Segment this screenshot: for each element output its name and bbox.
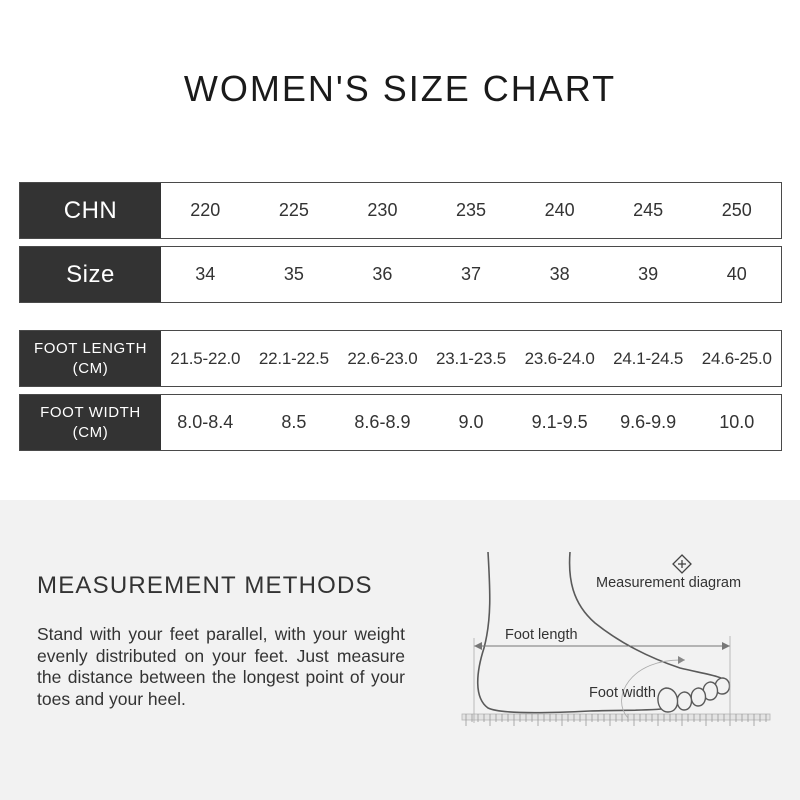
table-cell: 22.1-22.5 [258,348,329,368]
foot-length-label: Foot length [505,627,578,643]
row-header-unit: (CM) [72,359,109,377]
row-header-line: FOOT WIDTH [40,403,141,421]
table-cell: 8.0-8.4 [177,412,234,432]
table-cell: 235 [456,200,487,220]
measurement-title: MEASUREMENT METHODS [37,572,373,599]
row-cells-foot-width [161,395,781,450]
size-row-eu [19,246,782,303]
arrow-head-left [474,642,482,650]
row-header-line: FOOT LENGTH [34,339,147,357]
row-header-unit: (CM) [72,423,109,441]
table-cell: 21.5-22.0 [170,348,241,368]
table-cell: 8.6-8.9 [354,412,411,432]
table-cell: 38 [549,264,570,284]
foot-measurement-diagram [460,548,780,738]
row-cells-chn [161,183,781,238]
table-cell: 225 [278,200,309,220]
measurement-instructions: Stand with your feet parallel, with your weight evenly distributed on your feet. Just measure the distance between the longest point of your toes and your heel. [37,624,405,709]
table-cell: 23.6-24.0 [524,348,595,368]
row-cells-size [161,247,781,302]
size-row-foot-length [19,330,782,387]
table-cell: 35 [283,264,304,284]
table-cell: 34 [195,264,216,284]
table-cell: 230 [367,200,398,220]
table-cell: 9.0 [458,412,484,432]
row-header-size: Size [20,247,161,302]
table-cell: 9.6-9.9 [620,412,677,432]
foot-width-label: Foot width [589,685,656,701]
width-arrow-head [678,656,685,664]
table-cell: 24.6-25.0 [701,348,772,368]
foot-outline-top [570,552,728,682]
table-cell: 9.1-9.5 [531,412,588,432]
diagram-caption: Measurement diagram [596,575,742,591]
table-cell: 240 [544,200,575,220]
table-cell: 39 [638,264,659,284]
table-cell: 23.1-23.5 [436,348,507,368]
row-header-foot-width [20,395,161,450]
table-cell: 40 [726,264,747,284]
table-cell: 37 [461,264,482,284]
row-header-foot-length [20,331,161,386]
table-cell: 22.6-23.0 [347,348,418,368]
table-cell: 250 [721,200,752,220]
table-cell: 245 [633,200,664,220]
table-cell: 24.1-24.5 [613,348,684,368]
crosshair-diamond-icon [673,555,691,573]
row-header-chn: CHN [20,183,161,238]
arrow-head-right [722,642,730,650]
table-cell: 220 [190,200,221,220]
page-title: WOMEN'S SIZE CHART [183,68,617,109]
table-cell: 10.0 [719,412,755,432]
size-row-foot-width [19,394,782,451]
foot-toes [658,678,730,712]
row-cells-foot-length [161,331,781,386]
table-cell: 8.5 [281,412,307,432]
table-cell: 36 [372,264,393,284]
size-row-chn [19,182,782,239]
